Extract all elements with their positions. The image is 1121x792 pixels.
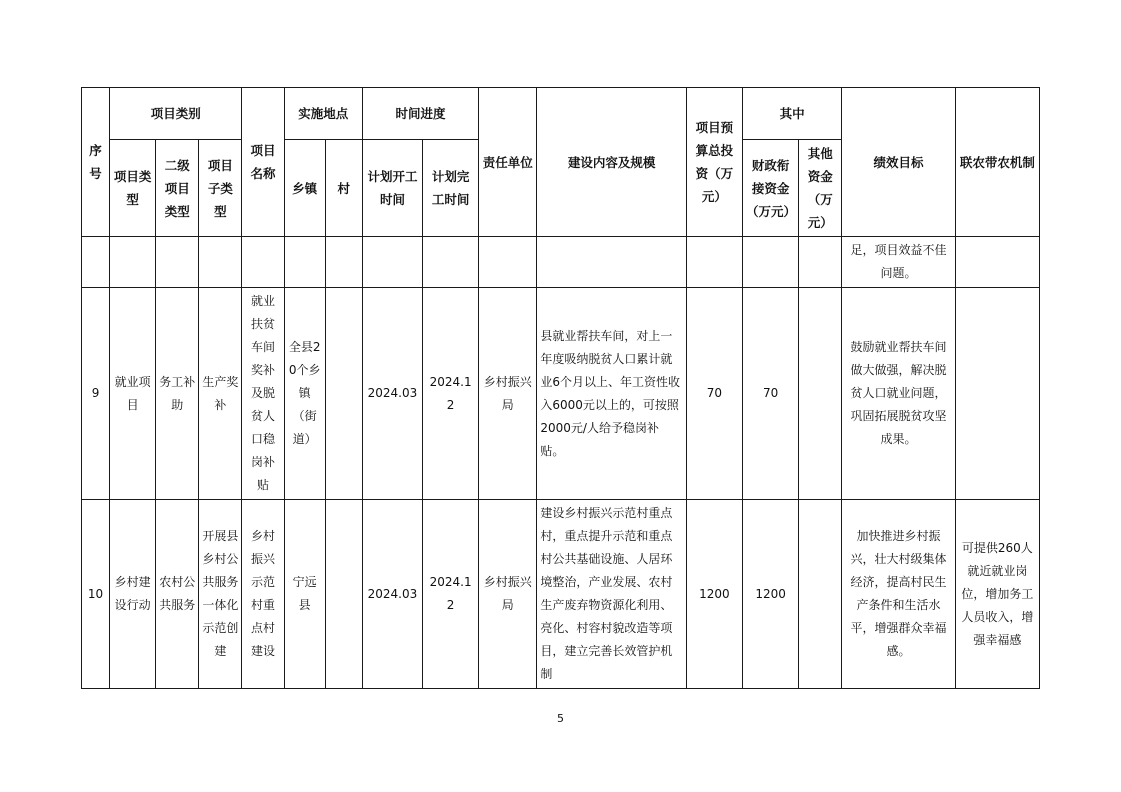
header-of-which: 其中 [743, 88, 842, 140]
header-township: 乡镇 [284, 140, 325, 237]
header-category: 项目类别 [110, 88, 242, 140]
cell-seq: 9 [82, 288, 110, 500]
cell-sub-type [199, 237, 242, 288]
header-budget: 项目预算总投资（万元） [686, 88, 742, 237]
cell-content [537, 237, 686, 288]
cell-township [284, 237, 325, 288]
page-number: 5 [557, 712, 564, 725]
project-table [81, 87, 1040, 689]
cell-mechanism [955, 288, 1039, 500]
cell-fiscal [743, 237, 799, 288]
cell-township: 宁远县 [284, 500, 325, 689]
cell-project-type [110, 237, 156, 288]
cell-sub-type: 生产奖补 [199, 288, 242, 500]
header-project-type: 项目类型 [110, 140, 156, 237]
header-fiscal: 财政衔接资金（万元） [743, 140, 799, 237]
cell-unit [479, 237, 537, 288]
header-responsible: 责任单位 [479, 88, 537, 237]
cell-level2-type [156, 237, 199, 288]
cell-name [242, 237, 284, 288]
header-end-time: 计划完工时间 [423, 140, 479, 237]
cell-fiscal: 1200 [743, 500, 799, 689]
cell-budget: 70 [686, 288, 742, 500]
cell-end: 2024.12 [423, 288, 479, 500]
cell-content: 建设乡村振兴示范村重点村，重点提升示范和重点村公共基础设施、人居环境整治，产业发展、农村生产废弃物资源化利用、亮化、村容村貌改造等项目，建立完善长效管护机制 [537, 500, 686, 689]
cell-end [423, 237, 479, 288]
cell-end: 2024.12 [423, 500, 479, 689]
cell-sub-type: 开展县乡村公共服务一体化示范创建 [199, 500, 242, 689]
cell-budget: 1200 [686, 500, 742, 689]
cell-township: 全县20个乡镇（街道） [284, 288, 325, 500]
cell-level2-type: 务工补助 [156, 288, 199, 500]
cell-performance: 加快推进乡村振兴，壮大村级集体经济，提高村民生产条件和生活水平，增强群众幸福感。 [842, 500, 955, 689]
table-row [82, 288, 1040, 500]
cell-mechanism [955, 237, 1039, 288]
header-location: 实施地点 [284, 88, 362, 140]
header-schedule: 时间进度 [362, 88, 478, 140]
header-performance: 绩效目标 [842, 88, 955, 237]
cell-seq [82, 237, 110, 288]
cell-performance: 足，项目效益不佳问题。 [842, 237, 955, 288]
cell-start [362, 237, 422, 288]
header-seq: 序号 [82, 88, 110, 237]
cell-name: 乡村振兴示范村重点村建设 [242, 500, 284, 689]
header-row-1 [82, 88, 1040, 140]
header-village: 村 [325, 140, 362, 237]
cell-village [325, 237, 362, 288]
cell-fiscal: 70 [743, 288, 799, 500]
cell-village [325, 288, 362, 500]
cell-budget [686, 237, 742, 288]
cell-name: 就业扶贫车间奖补及脱贫人口稳岗补贴 [242, 288, 284, 500]
cell-project-type: 乡村建设行动 [110, 500, 156, 689]
header-content: 建设内容及规模 [537, 88, 686, 237]
header-start-time: 计划开工时间 [362, 140, 422, 237]
cell-village [325, 500, 362, 689]
cell-other [799, 500, 842, 689]
cell-other [799, 288, 842, 500]
cell-mechanism: 可提供260人就近就业岗位，增加务工人员收入，增强幸福感 [955, 500, 1039, 689]
cell-other [799, 237, 842, 288]
cell-performance: 鼓励就业帮扶车间做大做强，解决脱贫人口就业问题，巩固拓展脱贫攻坚成果。 [842, 288, 955, 500]
cell-unit: 乡村振兴局 [479, 500, 537, 689]
header-sub-type: 项目子类型 [199, 140, 242, 237]
cell-start: 2024.03 [362, 288, 422, 500]
cell-project-type: 就业项目 [110, 288, 156, 500]
header-level2-type: 二级项目类型 [156, 140, 199, 237]
header-project-name: 项目名称 [242, 88, 284, 237]
cell-start: 2024.03 [362, 500, 422, 689]
cell-seq: 10 [82, 500, 110, 689]
cell-content: 县就业帮扶车间，对上一年度吸纳脱贫人口累计就业6个月以上、年工资性收入6000元以上的，可按照2000元/人给予稳岗补贴。 [537, 288, 686, 500]
table-row [82, 500, 1040, 689]
header-other: 其他资金（万元） [799, 140, 842, 237]
cell-unit: 乡村振兴局 [479, 288, 537, 500]
header-mechanism: 联农带农机制 [955, 88, 1039, 237]
table-row [82, 237, 1040, 288]
cell-level2-type: 农村公共服务 [156, 500, 199, 689]
